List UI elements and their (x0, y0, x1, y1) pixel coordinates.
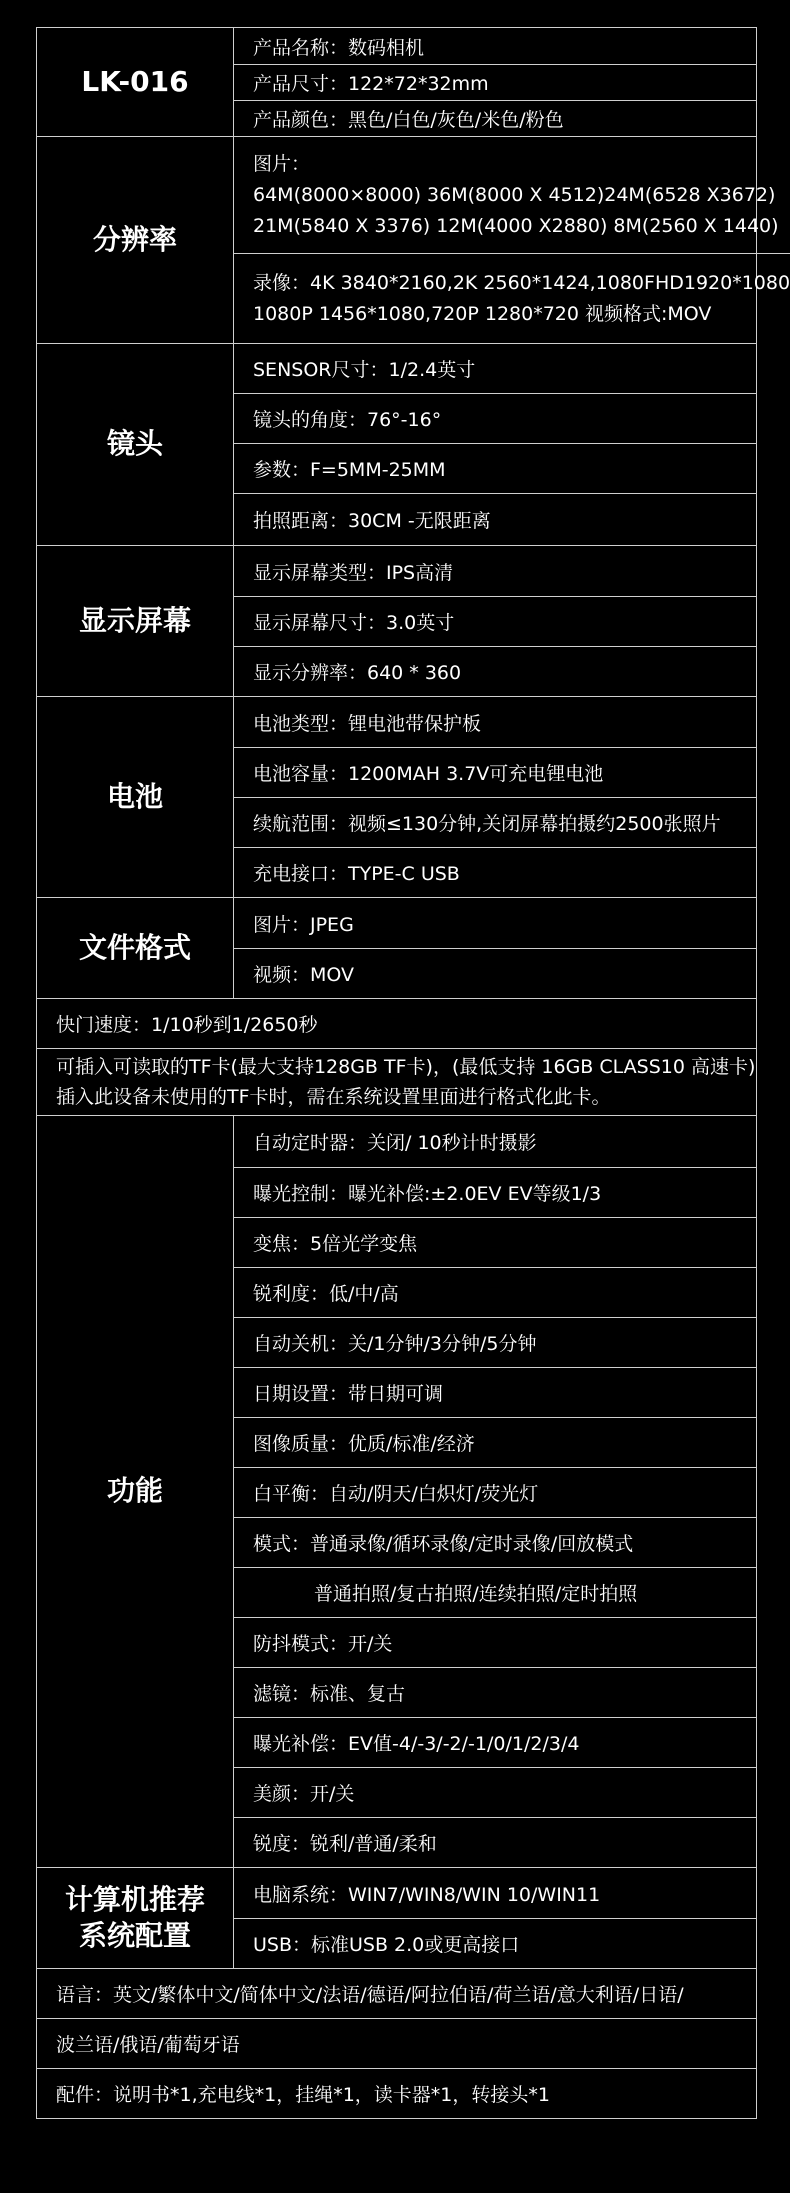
language-row-cont: 波兰语/俄语/葡萄牙语 (36, 2019, 757, 2069)
tf-card-row: 可插入可读取的TF卡(最大支持128GB TF卡)，(最低支持 16GB CLASS10 高速卡) 插入此设备未使用的TF卡时，需在系统设置里面进行格式化此卡。 (36, 1049, 757, 1116)
group-function (36, 1116, 757, 1868)
accessories-row: 配件：说明书*1,充电线*1，挂绳*1，读卡器*1，转接头*1 (36, 2069, 757, 2119)
spec-row: USB：标准USB 2.0或更高接口 (234, 1918, 756, 1968)
spec-row: 产品尺寸：122*72*32mm (234, 64, 756, 100)
category-display: 显示屏幕 (37, 546, 234, 696)
spec-row: 曝光控制：曝光补偿:±2.0EV EV等级1/3 (234, 1167, 756, 1217)
group-computer (36, 1868, 757, 1969)
category-file-format: 文件格式 (37, 898, 234, 998)
spec-row: 显示屏幕尺寸：3.0英寸 (234, 596, 756, 646)
shutter-speed-row: 快门速度：1/10秒到1/2650秒 (36, 999, 757, 1049)
spec-row: 滤镜：标准、复古 (234, 1667, 756, 1717)
spec-row: 镜头的角度：76°-16° (234, 393, 756, 443)
category-computer: 计算机推荐 系统配置 (37, 1868, 234, 1968)
spec-row: 参数：F=5MM-25MM (234, 443, 756, 493)
spec-row: 续航范围：视频≤130分钟,关闭屏幕拍摄约2500张照片 (234, 797, 756, 847)
category-resolution: 分辨率 (37, 137, 234, 343)
category-function: 功能 (37, 1116, 234, 1867)
spec-row: 白平衡：自动/阴天/白炽灯/荧光灯 (234, 1467, 756, 1517)
spec-row: 显示分辨率：640 * 360 (234, 646, 756, 696)
spec-row: 日期设置：带日期可调 (234, 1367, 756, 1417)
spec-row: 电脑系统：WIN7/WIN8/WIN 10/WIN11 (253, 1883, 601, 1906)
group-battery (36, 697, 757, 898)
group-product (36, 27, 757, 137)
spec-row: 产品颜色：黑色/白色/灰色/米色/粉色 (234, 100, 756, 136)
group-file-format (36, 898, 757, 999)
category-model: LK-016 (37, 28, 234, 136)
spec-row: 电池类型：锂电池带保护板 (253, 712, 482, 735)
spec-row: 防抖模式：开/关 (234, 1617, 756, 1667)
spec-row: 图像质量：优质/标准/经济 (234, 1417, 756, 1467)
group-display (36, 546, 757, 697)
spec-row-video-resolution: 录像：4K 3840*2160,2K 2560*1424,1080FHD1920*1080 1080P 1456*1080,720P 1280*720 视频格式:MOV (234, 253, 790, 343)
spec-row: 自动定时器：关闭/ 10秒计时摄影 (253, 1132, 537, 1154)
spec-row: 美颜：开/关 (234, 1767, 756, 1817)
spec-row: 普通拍照/复古拍照/连续拍照/定时拍照 (234, 1567, 756, 1617)
spec-table (36, 27, 790, 2119)
spec-row: 变焦：5倍光学变焦 (234, 1217, 756, 1267)
spec-row: 锐利度：低/中/高 (234, 1267, 756, 1317)
spec-row: SENSOR尺寸：1/2.4英寸 (253, 359, 476, 381)
spec-row: 曝光补偿：EV值-4/-3/-2/-1/0/1/2/3/4 (234, 1717, 756, 1767)
group-resolution (36, 137, 790, 344)
spec-row: 模式：普通录像/循环录像/定时录像/回放模式 (234, 1517, 756, 1567)
category-lens: 镜头 (37, 344, 234, 545)
spec-row: 电池容量：1200MAH 3.7V可充电锂电池 (234, 747, 756, 797)
category-battery: 电池 (37, 697, 234, 897)
spec-row: 充电接口：TYPE-C USB (234, 847, 756, 897)
spec-row: 产品名称：数码相机 (253, 36, 425, 59)
language-row: 语言：英文/繁体中文/简体中文/法语/德语/阿拉伯语/荷兰语/意大利语/日语/ (36, 1969, 757, 2019)
spec-row: 视频：MOV (234, 948, 756, 998)
group-lens (36, 344, 757, 546)
spec-row: 自动关机：关/1分钟/3分钟/5分钟 (234, 1317, 756, 1367)
spec-row: 图片：JPEG (253, 913, 354, 936)
spec-row-photo-resolution: 图片： 64M(8000×8000) 36M(8000 X 4512)24M(6528 X3672) 21M(5840 X 3376) 12M(4000 X2880) 8M(2560 X 1440) (253, 152, 779, 237)
spec-row: 锐度：锐利/普通/柔和 (234, 1817, 756, 1867)
spec-row: 拍照距离：30CM -无限距离 (234, 493, 756, 545)
spec-row: 显示屏幕类型：IPS高清 (253, 561, 454, 584)
